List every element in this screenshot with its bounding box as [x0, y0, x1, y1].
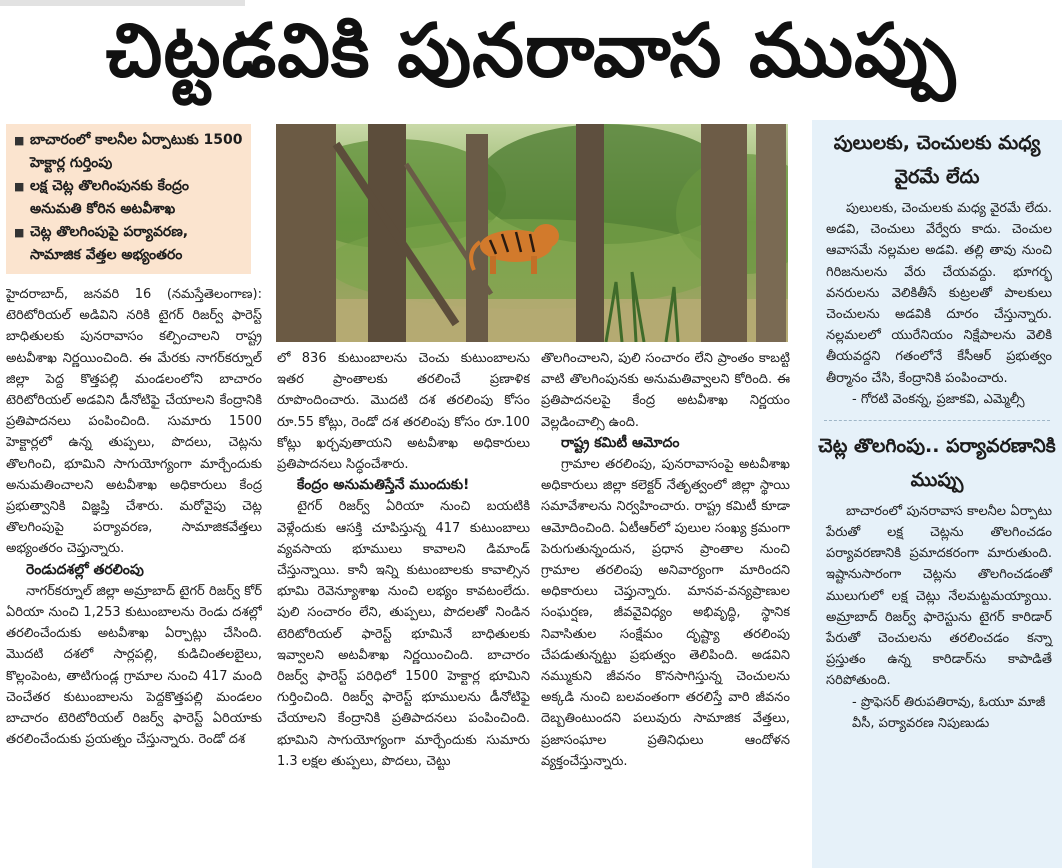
- sidebar-box1-title: పులులకు, చెంచులకు మధ్య వైరమే లేదు: [833, 132, 1041, 188]
- article-paragraph: టైగర్ రిజర్వ్ ఏరియా నుంచి బయటికి వెళ్లేందుకు ఆసక్తి చూపిస్తున్న 417 కుటుంబాలు వ్యవసాయ భూములు కావాలని డిమాండ్ చేస్తున్నాయి. కానీ ఇన్ని కుటుంబాలకు కావాల్సిన భూమి రెవెన్యూశాఖ నుంచి లభ్యం కావటంలేదు. పులి సంచారం లేని, తుప్పలు, పొదలతో నిండిన టెరిటోరియల్ ఫారెస్ట్ భూమినే బాధితులకు ఇవ్వాలని అటవీశాఖ నిర్ణయించింది. బాచారం రిజర్వ్ ఫారెస్ట్ పరిధిలో 1500 హెక్టార్ల భూమిని గుర్తించింది. రిజర్వ్ ఫారెస్ట్ భూములను డీనోటిఫై చేయాలని కేంద్రానికి ప్రతిపాదనలు పంపించింది. భూమిని సాగుయోగ్యంగా మార్చేందుకు సుమారు 1.3 లక్షల తుప్పలు, పొదలు, చెట్టు: [277, 499, 530, 769]
- article-paragraph: హైదరాబాద్, జనవరి 16 (నమస్తేతెలంగాణ): టెరిటోరియల్ అడివిని నరికి టైగర్ రిజర్వ్ ఫారెస్ట్ బాధితులకు పునరావాసం కల్పించాలని రాష్ట్ర అటవీశాఖ నిర్ణయించింది. ఈ మేరకు నాగర్‌కర్నూల్ జిల్లా పెద్ద కొత్తపల్లి మండలంలోని బాచారం టెరిటోరియల్ అడవిని డీనోటిఫై చేయాలని కేంద్రానికి ప్రతిపాదనలు పంపించింది. సుమారు 1500 హెక్టార్లలో ఉన్న తుప్పలు, పొదలు, చెట్లను తొలగించి, భూమిని సాగుయోగ్యంగా మార్చేందుకు అనుమతించాలని అటవీశాఖ అధికారులు కేంద్ర ప్రభుత్వానికి విజ్ఞప్తి చేశారు. మరోవైపు చెట్ల తొలగింపుపై పర్యావరణ, సామాజికవేత్తలు అభ్యంతరం చెప్తున్నారు.: [6, 287, 262, 557]
- highlight-item: ■ బాచారంలో కాలనీల ఏర్పాటుకు 1500 హెక్టార్ల గుర్తింపు: [14, 129, 243, 175]
- article-paragraph: లో 836 కుటుంబాలను చెంచు కుటుంబాలను ఇతర ప్రాంతాలకు తరలించే ప్రణాళిక రూపొందించారు. మొదటి దశ తరలింపు కోసం రూ.55 కోట్లు, రెండో దశ తరలింపు కోసం రూ.100 కోట్లు ఖర్చవుతాయని అటవీశాఖ అధికారులు ప్రతిపాదనలు సిద్ధంచేశారు.: [277, 351, 530, 473]
- section-subhead: రెండుదశల్లో తరలింపు: [26, 561, 144, 578]
- page-headline: చిట్టడవికి పునరావాస ముప్పు: [105, 8, 957, 94]
- highlight-item: ■ చెట్ల తొలగింపుపై పర్యావరణ, సామాజిక వేత్తల అభ్యంతరం: [14, 221, 243, 267]
- section-subhead: కేంద్రం అనుమతిస్తేనే ముందుకు!: [297, 477, 470, 494]
- sidebar-divider: [824, 420, 1050, 421]
- article-column-3: [541, 348, 790, 868]
- highlights-box: [6, 124, 251, 274]
- sidebar-box1-body: [812, 198, 1062, 389]
- tiger-photo: [276, 124, 788, 342]
- article-column-1: [6, 284, 262, 868]
- opinion-sidebar: [812, 120, 1062, 868]
- highlight-item: ■ లక్ష చెట్ల తొలగింపునకు కేంద్రం అనుమతి కోరిన అటవీశాఖ: [14, 175, 243, 221]
- sidebar-box2-body: [812, 501, 1062, 692]
- article-column-2: [277, 348, 530, 868]
- article-paragraph: నాగర్‌కర్నూల్ జిల్లా అమ్రాబాద్ టైగర్ రిజర్వ్ కోర్ ఏరియా నుంచి 1,253 కుటుంబాలను రెండు దశల్లో తరలించేందుకు అటవీశాఖ ఏర్పాట్లు చేసింది. మొదటి దశలో సార్లపల్లి, కుడిచింతలబైలు, కొల్లంపెంట, తాటిగుండ్ల గ్రామాల నుంచి 417 మంది చెంచేతర కుటుంబాలను పెద్దకొత్తపల్లి మండలం బాచారం టెరిటోరియల్ రిజర్వ్ ఫారెస్ట్ ఏరియాకు తరలించేందుకు ప్రయత్నం చేస్తున్నారు. రెండో దశ: [6, 583, 262, 748]
- article-paragraph: తొలగించాలని, పులి సంచారం లేని ప్రాంతం కాబట్టి వాటి తొలగింపునకు అనుమతివ్వాలని కోరింది. ఈ ప్రతిపాదనలపై కేంద్ర అటవీశాఖ నిర్ణయం వెల్లడించాల్సి ఉంది.: [541, 351, 790, 430]
- section-subhead: రాష్ట్ర కమిటీ ఆమోదం: [561, 434, 680, 451]
- sidebar-paragraph: బాచారంలో పునరావాస కాలనీల ఏర్పాటు పేరుతో లక్ష చెట్లను తొలగించడం పర్యావరణానికి ప్రమాదకరంగా మారుతుంది. ఇష్టానుసారంగా చెట్లను తొలగించడంతో ములుగులో లక్ష చెట్లు నేలమట్టమయ్యాయి. అమ్రాబాద్ రిజర్వ్ ఫారెస్టును టైగర్ కారిడార్ పేరుతో చెంచులను తరలించడం కన్నా ప్రస్తుతం ఉన్న కారిడార్‌ను కాపాడితే సరిపోతుంది.: [826, 503, 1052, 689]
- article-paragraph: గ్రామాల తరలింపు, పునరావాసంపై అటవీశాఖ అధికారులు జిల్లా కలెక్టర్ నేతృత్వంలో జిల్లా స్థాయి సమావేశాలను నిర్వహించారు. రాష్ట్ర కమిటీ కూడా ఆమోదించింది. ఏటీఆర్‌లో పులుల సంఖ్య క్రమంగా పెరుగుతున్నందున, ప్రధాన ప్రాంతాల నుంచి గ్రామాల తరలింపు అనివార్యంగా మారిందని అధికారులు చెప్తున్నారు. మానవ-వన్యప్రాణుల సంఘర్షణ, జీవవైవిధ్యం అభివృద్ధి, స్థానిక నివాసితుల సంక్షేమం దృష్ట్యా తరలింపు చేపడుతున్నట్టు ప్రభుత్వం తెలిపింది. అడవిని నమ్ముకుని జీవనం కొనసాగిస్తున్న చెంచులను అక్కడి నుంచి బలవంతంగా తరలిస్తే వారి జీవనం దెబ్బతింటుందని పలువురు సామాజిక వేత్తలు, ప్రజాసంఘాల ప్రతినిధులు ఆందోళన వ్యక్తంచేస్తున్నారు.: [541, 457, 790, 769]
- sidebar-paragraph: పులులకు, చెంచులకు మధ్య వైరమే లేదు. అడవి, చెంచులు వేర్వేరు కాదు. చెంచుల ఆవాసమే నల్లమల అడవి. తల్లి తావు నుంచి గిరిజనులను వేరు చేయవద్దు. భూగర్భ వనరులను వెలికితీసే కుట్రలతో పాలకులు చెంచులను అడవికి దూరం చేస్తున్నారు. నల్లమలలో యురేనియం నిక్షేపాలను వెలికి తీయవద్దని గతంలోనే కేసీఆర్ ప్రభుత్వం తీర్మానం చేసి, కేంద్రానికి పంపించారు.: [826, 201, 1052, 386]
- sidebar-box2-title: చెట్ల తొలగింపు.. పర్యావరణానికి ముప్పు: [818, 434, 1056, 491]
- sidebar-box2-credit: - ప్రొఫెసర్ తిరుపతిరావు, ఓయూ మాజీ వీసీ, పర్యావరణ నిపుణుడు: [852, 694, 1046, 731]
- sidebar-box1-credit: - గోరటి వెంకన్న, ప్రజాకవి, ఎమ్మెల్సీ: [852, 391, 1025, 407]
